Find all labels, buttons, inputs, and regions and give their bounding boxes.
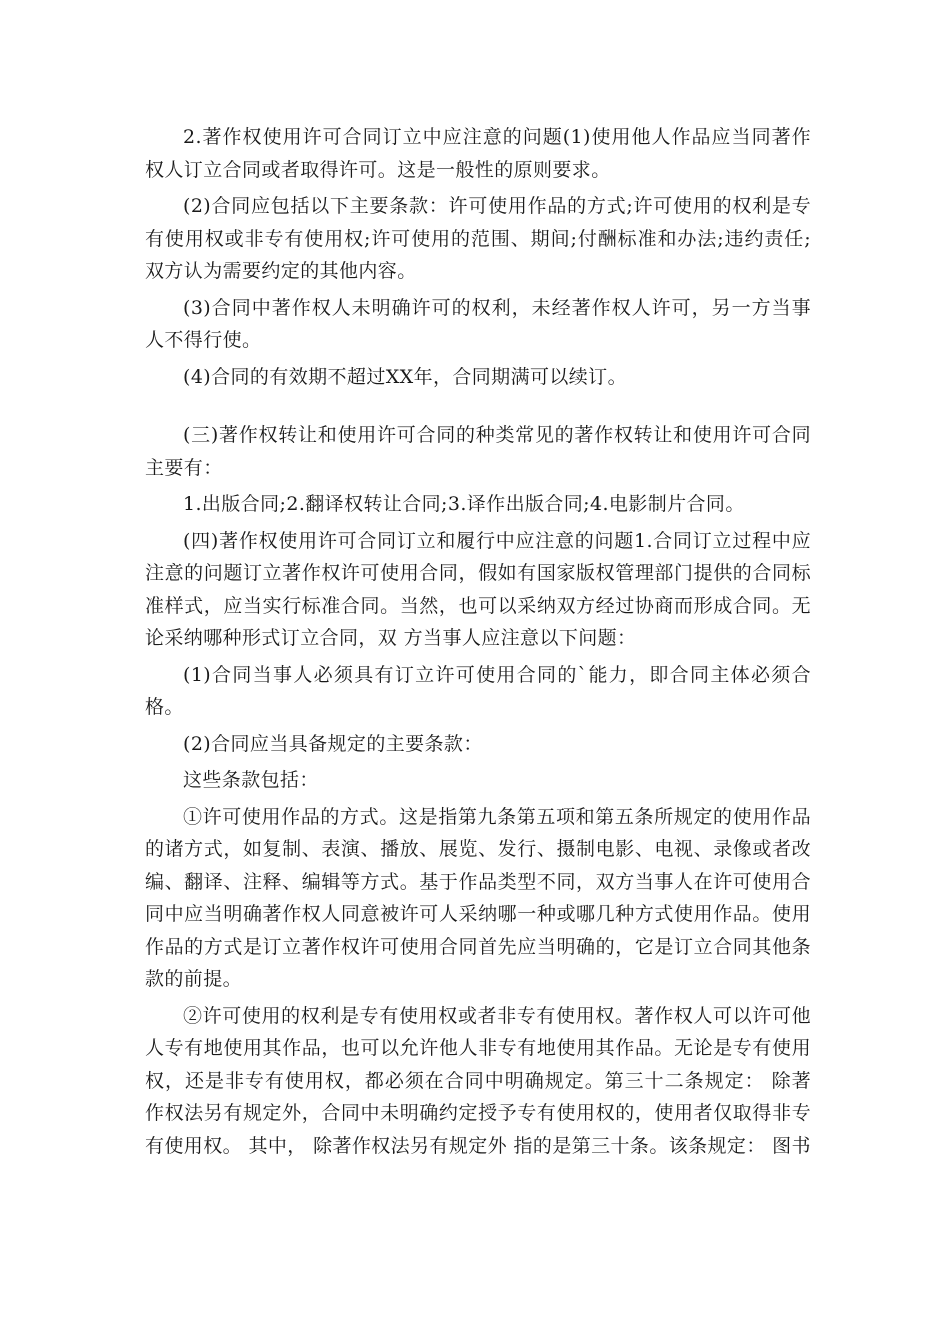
paragraph-exclusive-rights: ②许可使用的权利是专有使用权或者非专有使用权。著作权人可以许可他人专有地使用其作品，也可以允许他人非专有地使用其作品。无论是专有使用权，还是非专有使用权，都必须在合同中明确规定。第三十二条规定： 除著作权法另有规定外，合同中未明确约定授予专有使用权的，使用者仅取得非专有使用权。 其中， 除著作权法另有规定外 指的是第三十条。该条规定： 图书 [145,1004,811,1157]
paragraph-terms-include: 这些条款包括： [183,769,319,791]
paragraph-usage-methods: ①许可使用作品的方式。这是指第九条第五项和第五条所规定的使用作品的诸方式，如复制、表演、播放、展览、发行、摄制电影、电视、录像或者改编、翻译、注释、编辑等方式。基于作品类型不同，双方当事人在许可使用合同中应当明确著作权人同意被许可人采纳哪一种或哪几种方式使用作品。使用作品的方式是订立著作权许可使用合同首先应当明确的，它是订立合同其他条款的前提。 [145,805,811,990]
paragraph-party-capacity: (1)合同当事人必须具有订立许可使用合同的`能力，即合同主体必须合格。 [145,663,811,718]
document-body [145,121,811,1166]
paragraph-contract-list: 1.出版合同;2.翻译权转让合同;3.译作出版合同;4.电影制片合同。 [183,493,745,515]
paragraph-contract-types: (三)著作权转让和使用许可合同的种类常见的著作权转让和使用许可合同主要有： [145,424,811,479]
paragraph-validity-period: (4)合同的有效期不超过XX年，合同期满可以续订。 [183,365,627,388]
paragraph-required-terms: (2)合同应当具备规定的主要条款： [183,732,483,755]
paragraph-unlicensed-rights: (3)合同中著作权人未明确许可的权利，未经著作权人许可，另一方当事人不得行使。 [145,296,811,351]
paragraph-main-terms: (2)合同应包括以下主要条款：许可使用作品的方式;许可使用的权利是专有使用权或非专有使用权;许可使用的范围、期间;付酬标准和办法;违约责任;双方认为需要约定的其他内容。 [145,195,811,282]
paragraph-license-issues: 2.著作权使用许可合同订立中应注意的问题(1)使用他人作品应当同著作权人订立合同或者取得许可。这是一般性的原则要求。 [145,126,811,181]
paragraph-signing-issues: (四)著作权使用许可合同订立和履行中应注意的问题1.合同订立过程中应注意的问题订立著作权许可使用合同，假如有国家版权管理部门提供的合同标准样式，应当实行标准合同。当然，也可以采纳双方经过协商而形成合同。无论采纳哪种形式订立合同，双 方当事人应注意以下问题： [145,529,811,649]
section-gap [145,397,811,419]
